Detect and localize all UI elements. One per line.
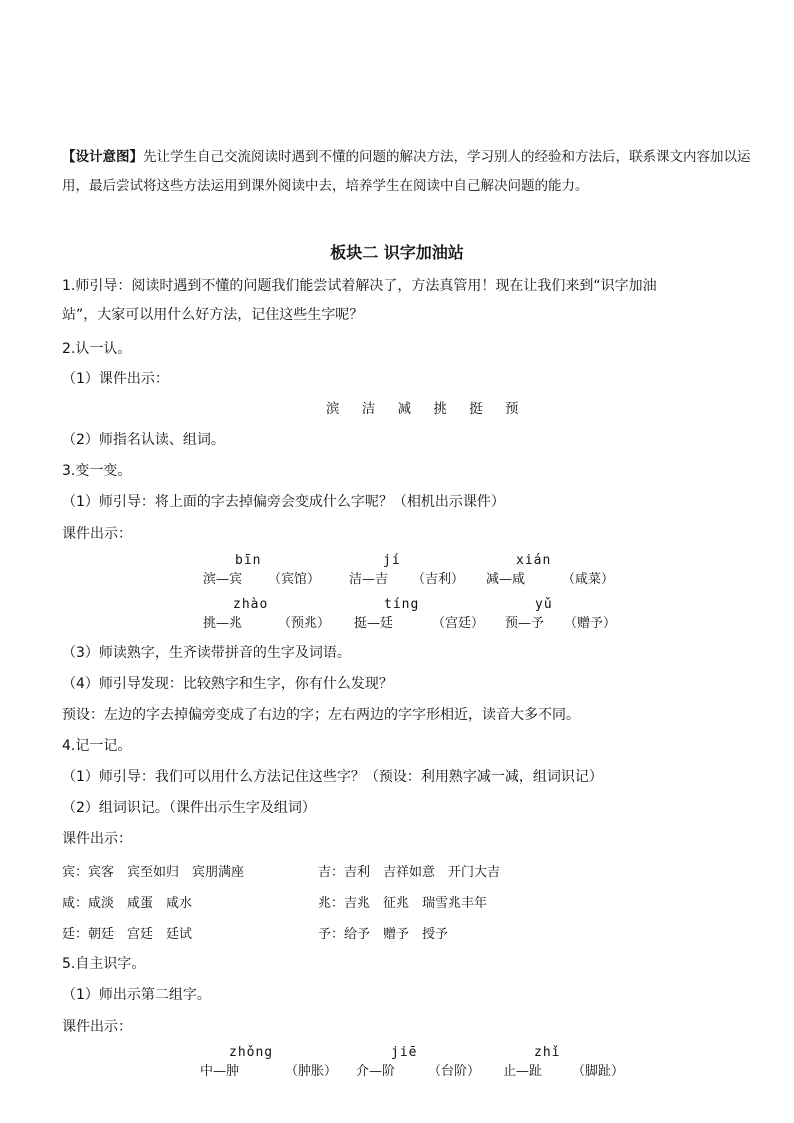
- presupposition: 预设：左边的字去掉偏旁变成了右边的字；左右两边的字字形相近，读音大多不同。: [62, 707, 580, 723]
- char-pair: 挺—廷: [354, 616, 394, 631]
- pinyin-label: bīn: [235, 553, 262, 568]
- pinyin-label: xián: [516, 553, 552, 568]
- char-pair: 止—趾: [503, 1064, 543, 1079]
- step-3-heading: 3.变一变。: [62, 463, 132, 479]
- characters-row: [326, 400, 536, 418]
- char-pair: 滨—宾: [203, 572, 243, 587]
- char-pair: 中—肿: [200, 1064, 240, 1079]
- courseware-label-3: 课件出示：: [62, 1019, 132, 1035]
- section-title: 板块二 识字加油站: [330, 243, 464, 262]
- character: 减: [397, 401, 412, 417]
- pinyin-label: yǔ: [535, 597, 553, 612]
- step-1-line-a: 1.师引导：阅读时遇到不懂的问题我们能尝试着解决了，方法真管用！现在让我们来到“识字加油: [62, 278, 657, 294]
- step-3-1: （1）师引导：将上面的字去掉偏旁会变成什么字呢？（相机出示课件）: [62, 494, 505, 510]
- design-intent-text: 先让学生自己交流阅读时遇到不懂的问题的解决方法，学习别人的经验和方法后，联系课文内容加以运用，最后尝试将这些方法运用到课外阅读中去，培养学生在阅读中自己解决问题的能力。: [62, 149, 751, 194]
- pair-word: （宫廷）: [432, 616, 485, 631]
- character: 滨: [326, 401, 340, 417]
- step-4-heading: 4.记一记。: [62, 738, 132, 754]
- pinyin-label: tíng: [384, 597, 420, 612]
- pinyin-label: zhǐ: [534, 1045, 561, 1060]
- step-1-line-b: 站”，大家可以用什么好方法，记住这些生字呢？: [62, 307, 364, 323]
- word-group: 兆：吉兆 征兆 瑞雪兆丰年: [318, 896, 488, 911]
- step-5-heading: 5.自主识字。: [62, 956, 146, 972]
- step-3-3: （3）师读熟字，生齐读带拼音的生字及词语。: [62, 645, 351, 661]
- pair-word: （肿胀）: [285, 1064, 338, 1079]
- word-group: 咸：咸淡 咸蛋 咸水: [62, 896, 193, 911]
- pair-word: （预兆）: [278, 616, 331, 631]
- pinyin-label: jiē: [391, 1045, 418, 1060]
- step-4-1: （1）师引导：我们可以用什么方法记住这些字？（预设：利用熟字减一减，组词识记）: [62, 769, 603, 785]
- step-4-2: （2）组词识记。（课件出示生字及组词）: [62, 800, 316, 816]
- design-intent-tag: 【设计意图】: [62, 149, 143, 165]
- character: 挺: [469, 401, 483, 417]
- word-group: 吉：吉利 吉祥如意 开门大吉: [318, 865, 501, 880]
- character: 预: [504, 401, 519, 417]
- step-3-4: （4）师引导发现：比较熟字和生字，你有什么发现？: [62, 676, 393, 692]
- pair-word: （吉利）: [412, 572, 465, 587]
- character: 洁: [361, 401, 376, 417]
- step-2-2: （2）师指名认读、组词。: [62, 432, 225, 448]
- pair-word: （咸菜）: [562, 572, 615, 587]
- pair-word: （台阶）: [428, 1064, 481, 1079]
- char-pair: 挑—兆: [203, 616, 243, 631]
- courseware-label-2: 课件出示：: [62, 831, 132, 847]
- word-group: 宾：宾客 宾至如归 宾朋满座: [62, 865, 245, 880]
- char-pair: 预—予: [505, 616, 545, 631]
- word-group: 予：给予 赠予 授予: [318, 927, 449, 942]
- courseware-label-1: 课件出示：: [62, 526, 132, 542]
- step-2-heading: 2.认一认。: [62, 341, 132, 357]
- pinyin-label: zhào: [233, 597, 269, 612]
- pinyin-label: zhǒng: [229, 1045, 274, 1060]
- character: 挑: [433, 401, 447, 417]
- pair-word: （脚趾）: [572, 1064, 625, 1079]
- pinyin-label: jí: [383, 553, 401, 568]
- char-pair: 洁—吉: [349, 572, 389, 587]
- word-group: 廷：朝廷 宫廷 廷试: [62, 927, 193, 942]
- design-intent-paragraph: [62, 143, 752, 201]
- char-pair: 减—咸: [486, 572, 526, 587]
- pair-word: （宾馆）: [268, 572, 321, 587]
- step-2-1: （1）课件出示：: [62, 371, 169, 387]
- step-5-1: （1）师出示第二组字。: [62, 987, 211, 1003]
- pair-word: （赠予）: [564, 616, 617, 631]
- char-pair: 介—阶: [356, 1064, 396, 1079]
